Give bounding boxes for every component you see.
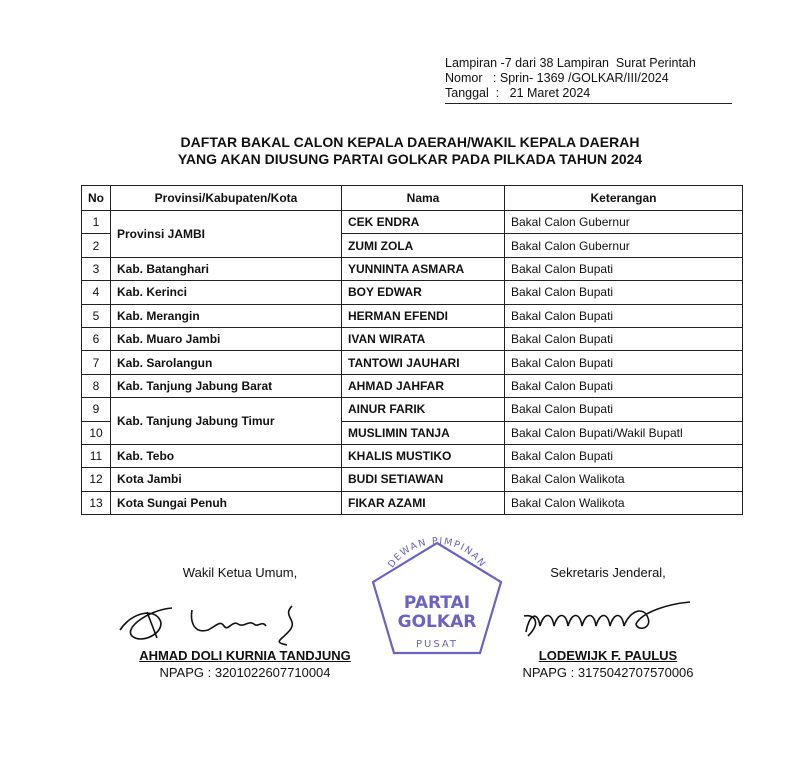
row-name: HERMAN EFENDI: [342, 304, 505, 327]
row-name: YUNNINTA ASMARA: [342, 257, 505, 280]
header-note: Keterangan: [505, 186, 743, 211]
reference-block: [445, 56, 732, 104]
row-no: 2: [82, 234, 111, 257]
row-region: Kab. Tanjung Jabung Barat: [111, 374, 342, 397]
row-note: Bakal Calon Bupati: [505, 374, 743, 397]
table-row: [82, 281, 743, 304]
left-signatory-name: AHMAD DOLI KURNIA TANDJUNG: [139, 648, 351, 663]
row-region: Kab. Sarolangun: [111, 351, 342, 374]
header-name: Nama: [342, 186, 505, 211]
row-note: Bakal Calon Walikota: [505, 491, 743, 514]
row-note: Bakal Calon Gubernur: [505, 234, 743, 257]
document-title: [80, 134, 740, 168]
row-note: Bakal Calon Bupati: [505, 257, 743, 280]
row-name: AINUR FARIK: [342, 398, 505, 421]
reference-underline: [445, 103, 732, 104]
reference-nomor: Nomor : Sprin- 1369 /GOLKAR/III/2024: [445, 71, 669, 85]
row-note: Bakal Calon Bupati: [505, 327, 743, 350]
left-handwritten-signature: [112, 590, 352, 652]
stamp-bottom-text: PUSAT: [415, 639, 459, 650]
right-signatory-role: Sekretaris Jenderal,: [550, 565, 666, 580]
stamp-line-1: PARTAI: [403, 593, 471, 613]
table-row: [82, 304, 743, 327]
table-row: [82, 211, 743, 234]
row-region: Kab. Kerinci: [111, 281, 342, 304]
reference-lampiran: Lampiran -7 dari 38 Lampiran Surat Perintah: [445, 56, 696, 70]
table-header-row: [82, 186, 743, 211]
table-row: [82, 444, 743, 467]
row-name: CEK ENDRA: [342, 211, 505, 234]
row-no: 3: [82, 257, 111, 280]
table-row: [82, 491, 743, 514]
row-no: 4: [82, 281, 111, 304]
row-no: 10: [82, 421, 111, 444]
row-note: Bakal Calon Bupati/Wakil Bupatl: [505, 421, 743, 444]
row-no: 12: [82, 468, 111, 491]
row-name: FIKAR AZAMI: [342, 491, 505, 514]
row-name: TANTOWI JAUHARI: [342, 351, 505, 374]
row-no: 7: [82, 351, 111, 374]
row-region: Kab. Tebo: [111, 444, 342, 467]
row-note: Bakal Calon Bupati: [505, 304, 743, 327]
reference-tanggal: Tanggal : 21 Maret 2024: [445, 86, 591, 100]
right-signatory-name: LODEWIJK F. PAULUS: [538, 648, 678, 663]
row-region: Provinsi JAMBI: [111, 211, 342, 258]
row-region: Kab. Tanjung Jabung Timur: [111, 398, 342, 445]
row-no: 6: [82, 327, 111, 350]
candidate-table: [81, 185, 743, 515]
row-region: Kab. Batanghari: [111, 257, 342, 280]
row-name: KHALIS MUSTIKO: [342, 444, 505, 467]
stamp-top-text: DEWAN PIMPINAN: [385, 535, 489, 571]
row-region: Kab. Muaro Jambi: [111, 327, 342, 350]
row-no: 9: [82, 398, 111, 421]
table-row: [82, 468, 743, 491]
party-stamp: [362, 535, 512, 665]
row-note: Bakal Calon Bupati: [505, 351, 743, 374]
row-note: Bakal Calon Gubernur: [505, 211, 743, 234]
row-no: 5: [82, 304, 111, 327]
row-note: Bakal Calon Walikota: [505, 468, 743, 491]
row-name: IVAN WIRATA: [342, 327, 505, 350]
row-name: MUSLIMIN TANJA: [342, 421, 505, 444]
row-region: Kota Jambi: [111, 468, 342, 491]
left-signatory-role: Wakil Ketua Umum,: [182, 565, 298, 580]
row-name: BOY EDWAR: [342, 281, 505, 304]
row-no: 1: [82, 211, 111, 234]
right-handwritten-signature: [518, 592, 698, 642]
table-row: [82, 374, 743, 397]
row-name: AHMAD JAHFAR: [342, 374, 505, 397]
table-row: [82, 398, 743, 421]
row-note: Bakal Calon Bupati: [505, 444, 743, 467]
row-name: ZUMI ZOLA: [342, 234, 505, 257]
header-no: No: [82, 186, 111, 211]
header-region: Provinsi/Kabupaten/Kota: [111, 186, 342, 211]
row-no: 8: [82, 374, 111, 397]
row-region: Kab. Merangin: [111, 304, 342, 327]
table-row: [82, 351, 743, 374]
stamp-line-2: GOLKAR: [397, 612, 477, 632]
row-no: 13: [82, 491, 111, 514]
row-region: Kota Sungai Penuh: [111, 491, 342, 514]
title-line-1: DAFTAR BAKAL CALON KEPALA DAERAH/WAKIL KEPALA DAERAH: [180, 134, 640, 150]
row-name: BUDI SETIAWAN: [342, 468, 505, 491]
row-note: Bakal Calon Bupati: [505, 281, 743, 304]
right-signatory-id: NPAPG : 3175042707570006: [522, 665, 694, 680]
row-note: Bakal Calon Bupati: [505, 398, 743, 421]
left-signatory-id: NPAPG : 3201022607710004: [159, 665, 331, 680]
table-row: [82, 327, 743, 350]
table-row: [82, 257, 743, 280]
row-no: 11: [82, 444, 111, 467]
title-line-2: YANG AKAN DIUSUNG PARTAI GOLKAR PADA PILKADA TAHUN 2024: [177, 151, 643, 167]
